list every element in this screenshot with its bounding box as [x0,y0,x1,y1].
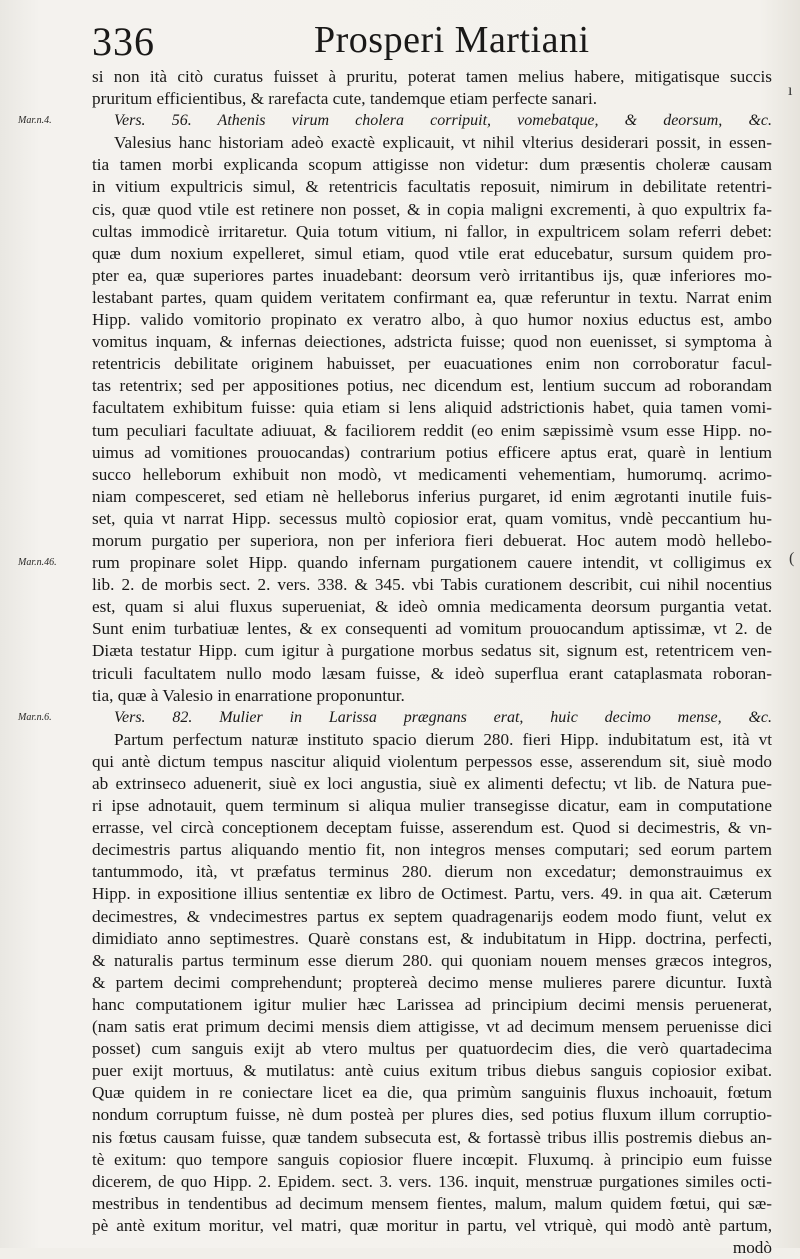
text-line: ri ipse adnotauit, quem terminum si aliqua mulier transegisse dicatur, eam in computatione [92,796,772,816]
text-line: & partem decimi comprehendunt; proptereà decimo mense mulieres parere dicuntur. Iuxtà [92,972,772,992]
text-line: ab extrinseco aduenerit, siuè ex loci angustia, siuè ex alimenti defectu; vt lib. de Natura pue- [92,774,772,793]
text-line: puer exijt mortuus, & mutilatus: antè cuius exitum tribus diebus sanguis copiosior exibat. [92,1061,772,1081]
text-line: mestribus in tendentibus ad decimum mensem fientes, malum, malum quidem fœtui, qui sæ- [92,1193,772,1213]
text-line: tantummodo, ità, vt præfatus terminus 280. dierum non excedatur; demonstrauimus ex [92,862,772,882]
margin-note: Mar.n.46. [18,557,57,569]
text-line: decimestres, & vndecimestres partus ex septem quadragenarijs eodem modo fiunt, velut ex [92,906,772,926]
text-line: pè antè exitum moritur, vel matri, quæ moritur in partu, vel vtriquè, qui modò antè partum, [92,1215,772,1235]
text-line: Valesius hanc historiam adeò exactè explicauit, vt nihil vlterius desiderari possit, in essen- [114,133,772,153]
text-line: lestabant partes, quam quidem veritatem confirmant ea, quæ referuntur in textu. Narrat enim [92,287,772,307]
text-line: hanc computationem igitur mulier hæc Larissea ad principium decimi mensis peruenerat, [92,994,772,1014]
page-number: 336 [92,19,155,64]
text-line: & naturalis partus terminum esse dierum 280. qui quoniam nouem menses græcos integros, [92,950,772,970]
verse-heading: Vers. 82. Mulier in Larissa prægnans erat, huic decimo mense, &c. [114,708,772,726]
running-title: Prosperi Martiani [314,19,590,61]
text-line: Hipp. valido vomitorio propinato ex veratro albo, à quo humor noxius eductus est, ambo [92,310,772,330]
margin-note: Mar.n.4. [18,115,52,127]
text-line: tia tamen morbi explicanda scopum attigisse non videtur: dum præsentis choleræ causam [92,155,772,175]
text-line: succo helleborum exhibuit non modò, vt medicamenti vehementiam, humorumq. acrimo- [92,464,772,484]
text-line: tas retentrix; sed per appositiones potius, nec dicendum est, lentium succum ad roborandam [92,376,772,396]
text-line: dicerem, de quo Hipp. 2. Epidem. sect. 3. vers. 136. inquit, menstruæ purgationes similes octi- [92,1171,772,1191]
text-line: uimus ad vomitiones prouocandas) contrarium potius efficere aptus erat, quarè in lentium [92,442,772,462]
body-text [92,66,772,1259]
text-line: nis fœtus causam fuisse, quæ tandem subsecuta est, & fortassè tribus illis postremis diebus an- [92,1127,772,1147]
text-line: posset) cum sanguis exijt ab vtero multus per quatuordecim dies, die verò quartadecima [92,1039,772,1059]
text-line: nondum corruptum fuisse, nè dum posteà per plures dies, sed potius fluxum illum corruptio- [92,1105,772,1125]
text-line: errasse, vel circà conceptionem deceptam fuisse, asserendum est. Quod si decimestris, & vn- [92,818,772,838]
text-line: rum propinare solet Hipp. quando infernam purgationem cauere intendit, vt colligimus ex [92,553,772,573]
text-line: cis, quæ quod vtile est retinere non posset, & in copia maligni excrementi, à quo expultrix fa- [92,199,772,219]
text-line: set, quia vt narrat Hipp. secessus multò copiosior erat, quam vomitus, vndè peccantium hu- [92,508,772,528]
edge-mark: ı [788,82,793,99]
text-line: (nam satis erat primum decimi mensis diem attigisse, vt ad decimum mensem peruenisse dici [92,1017,772,1037]
text-line: Sunt enim turbatiuæ lentes, & ex consequenti ad vomitum prouocandum aptissimæ, vt 2. de [92,619,772,639]
text-line: decimestris partus aliquando mentio fit, non integros menses computari; sed eorum partem [92,840,772,860]
text-line: pruritum efficientibus, & rarefacta cute, tandemque etiam perfecte sanari. [92,89,598,109]
text-line: modò [732,1237,772,1257]
text-line: lib. 2. de morbis sect. 2. vers. 338. & 345. vbi Tabis curationem describit, cui nihil nocentius [92,575,772,595]
text-line: Diæta testatur Hipp. cum igitur à purgatione morbus sedatus sit, signum est, retentricem ven- [92,641,772,661]
text-line: facultatem exhibitum fuisse: quia etiam si lens aliquid adstrictionis habet, quia tamen vomi- [92,398,772,418]
text-line: dimidiato anno septimestres. Quarè constans est, & indubitatum in Hipp. doctrina, perfecti, [92,928,772,948]
edge-mark: ( [789,550,795,567]
text-line: Hipp. in expositione illius sententiæ ex libro de Octimest. Partu, vers. 49. in qua ait. Cæterum [92,884,772,904]
text-line: triculi facultatem nullo modo læsam fuisse, & ideò superflua erant cataplasmata roboran- [92,663,772,683]
text-line: morum purgatio per superiora, non per inferiora fieri debuerat. Hoc autem modò hellebo- [92,530,772,550]
text-line: est, quam si alui fluxus superueniat, & ideò omnia medicamenta deorsum purgantia vetat. [92,597,772,617]
text-line: qui antè dictum tempus nascitur aliquid violentum perpessos esse, asserendum sit, siuè modo [92,751,772,771]
text-line: Quæ quidem in re coniectare licet ea die, qua primùm sanguinis fluxus inchoauit, fœtum [92,1083,772,1103]
text-line: pter ea, quæ superiores partes inuadebant: deorsum verò irritantibus ijs, quæ inferiores mo- [92,265,772,285]
text-line: tè exitum: quo tempore sanguis copiosior fluere incœpit. Fluxumq. à principio eum fuisse [92,1149,772,1169]
text-line: si non ità citò curatus fuisset à pruritu, poterat tamen melius habere, mitigatisque succis [92,67,772,86]
text-line: tia, quæ à Valesio in enarratione proponuntur. [92,685,405,705]
text-line: retentricis debilitate originem habuisset, per euacuationes enim non corroboratur facul- [92,354,772,374]
text-line: tum peculiari facultate adiuuat, & faciliorem reddit (eo enim sæpissimè vsum esse Hipp. no- [92,420,772,440]
text-line: quæ dum noxium expelleret, simul etiam, quod vtile erat educebatur, sursum quidem pro- [92,243,772,263]
text-line: cultas immodicè irritaretur. Quia totum vitium, ni fallor, in expultricem solam referri debet: [92,221,772,241]
text-line: vomitus inquam, & infernas deiectiones, adstricta fuisse; quod non euenisset, si symptoma à [92,332,772,352]
page-header [92,14,762,70]
text-line: niam compesceret, sed etiam nè helleborus inferius purgaret, id enim ægrotanti inutile fuis- [92,486,772,506]
text-line: in vitium expultricis simul, & retentricis facultatis reposuit, nimirum in debilitate retentri- [92,177,772,197]
verse-heading: Vers. 56. Athenis virum cholera corripuit, vomebatque, & deorsum, &c. [114,112,772,130]
margin-note: Mar.n.6. [18,711,52,723]
text-line: Partum perfectum naturæ instituto spacio dierum 280. fieri Hipp. indubitatum est, ità vt [114,729,772,749]
